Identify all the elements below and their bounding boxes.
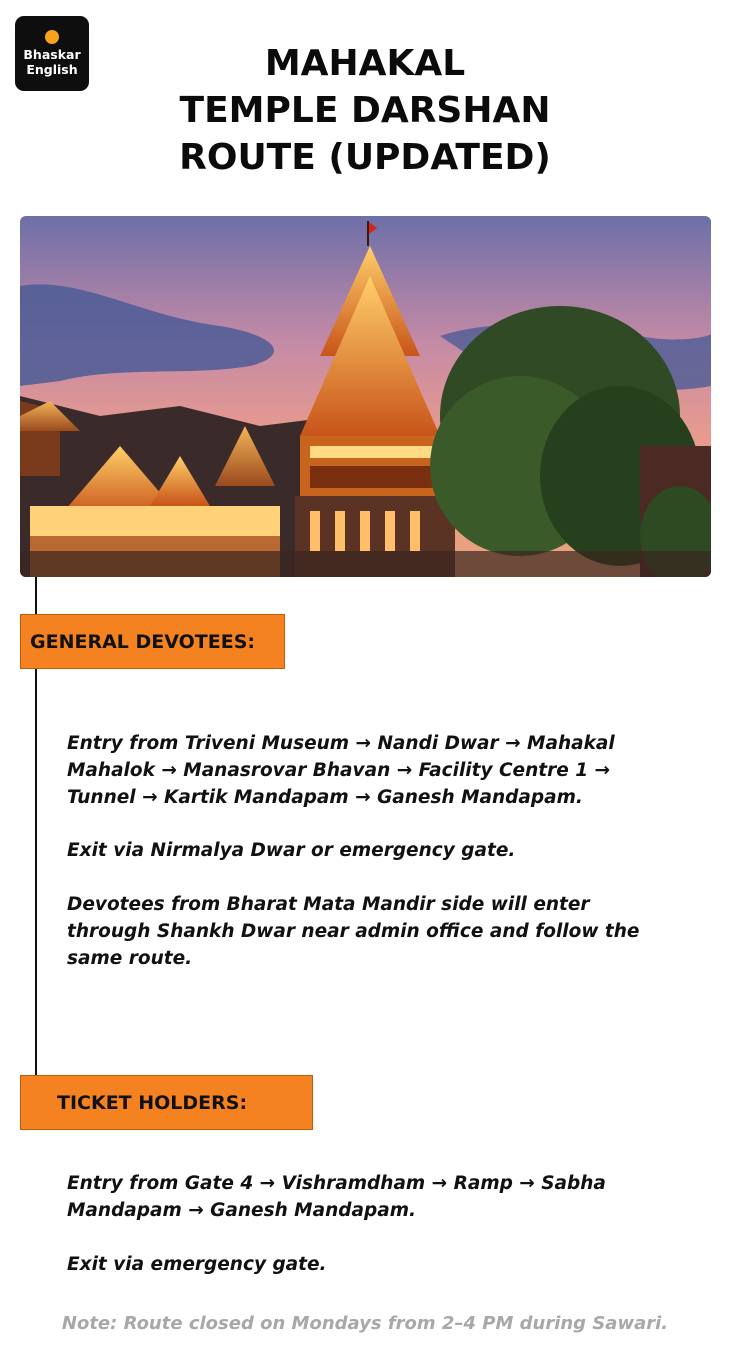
title-line-1: MAHAKAL [264, 43, 466, 84]
title-line-3: ROUTE (UPDATED) [179, 137, 551, 178]
title-line-2: TEMPLE DARSHAN [179, 90, 551, 131]
bhaskar-english-logo [15, 16, 89, 91]
logo-line-2: English [26, 62, 78, 77]
page-title [100, 40, 630, 181]
general-entry-route: Entry from Triveni Museum → Nandi Dwar → Mahakal Mahalok → Manasrovar Bhavan → Facility Centre 1 → Tunnel → Kartik Mandapam → Ganesh Mandapam. [67, 733, 615, 808]
logo-line-1: Bhaskar [23, 47, 81, 62]
logo-dot-icon [45, 30, 59, 44]
ticket-holders-label: TICKET HOLDERS: [20, 1075, 313, 1130]
bharat-mata-mandir-route: Devotees from Bharat Mata Mandir side will enter through Shankh Dwar near admin office and follow the same route. [67, 894, 640, 969]
general-devotees-label: GENERAL DEVOTEES: [20, 614, 285, 669]
temple-photo [20, 216, 711, 577]
ticket-entry-route: Entry from Gate 4 → Vishramdham → Ramp → Sabha Mandapam → Ganesh Mandapam. [67, 1173, 606, 1221]
temple-illustration [20, 216, 711, 577]
general-exit-route: Exit via Nirmalya Dwar or emergency gate. [67, 840, 516, 861]
closure-note: Note: Route closed on Mondays from 2–4 PM during Sawari. [61, 1313, 669, 1334]
ticket-exit-route: Exit via emergency gate. [67, 1254, 327, 1275]
